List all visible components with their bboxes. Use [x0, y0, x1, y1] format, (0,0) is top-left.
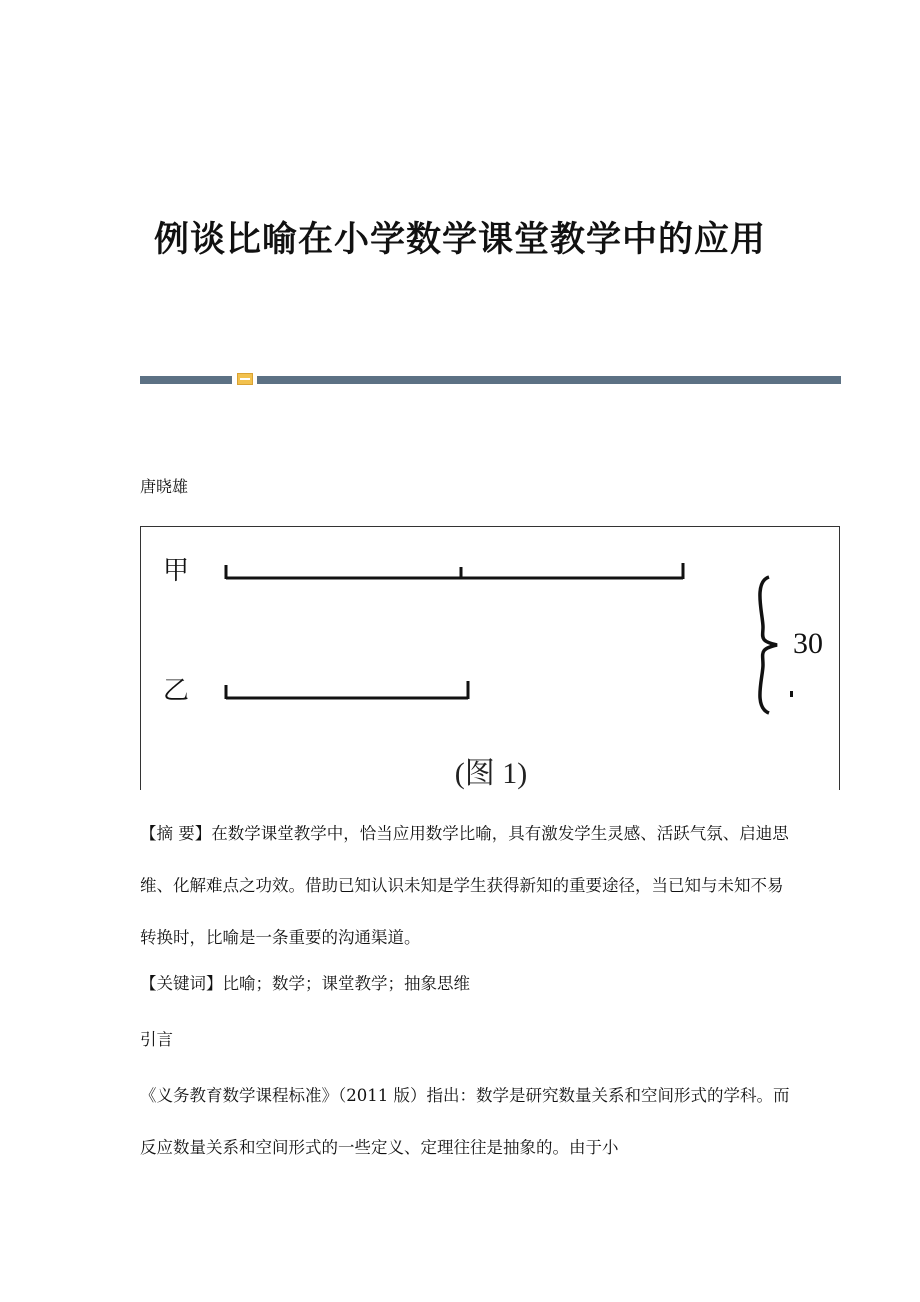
body-paragraph: 《义务教育数学课程标准》（2011 版）指出：数学是研究数量关系和空间形式的学科。而反应数量关系和空间形式的一些定义、定理往往是抽象的。由于小 — [140, 1086, 790, 1157]
document-title: 例谈比喻在小学数学课堂教学中的应用 — [153, 219, 766, 260]
title-rule-ornament — [237, 373, 253, 385]
segment-jia — [226, 563, 683, 579]
small-mark — [790, 691, 793, 697]
label-yi: 乙 — [163, 676, 190, 706]
keywords — [140, 958, 790, 1010]
abstract-label: 【摘 要】 — [140, 824, 212, 843]
curly-brace — [760, 577, 777, 713]
segment-diagram — [141, 527, 841, 791]
abstract-text: 在数学课堂教学中，恰当应用数学比喻，具有激发学生灵感、活跃气氛、启迪思维、化解难点之功效。借助已知认识未知是学生获得新知的重要途径，当已知与未知不易转换时，比喻是一条重要的沟通渠道。 — [140, 824, 789, 947]
figure-caption: (图 1) — [454, 757, 528, 790]
title-rule-left — [140, 376, 232, 384]
title-rule-right — [257, 376, 841, 384]
keywords-label: 【关键词】 — [140, 974, 223, 993]
intro-heading: 引言 — [140, 1030, 173, 1049]
total-value: 30 — [793, 627, 823, 660]
author-name: 唐晓雄 — [140, 477, 189, 496]
figure-1 — [140, 526, 840, 790]
segment-yi — [226, 681, 468, 699]
abstract — [140, 808, 790, 964]
label-jia: 甲 — [163, 556, 190, 586]
keywords-text: 比喻；数学；课堂教学；抽象思维 — [222, 974, 470, 993]
